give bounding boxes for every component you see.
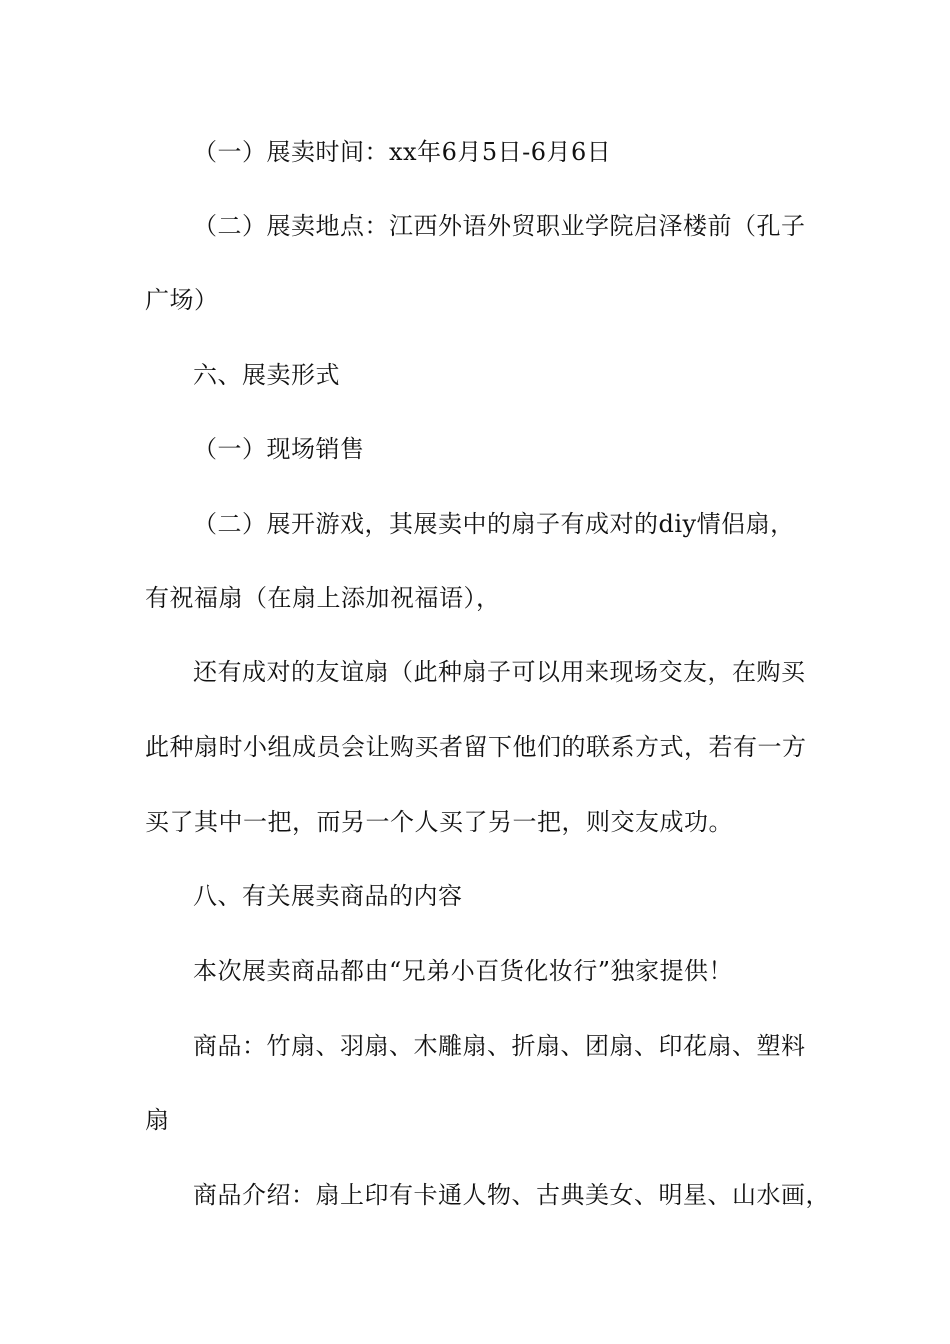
text-line: 扇: [145, 1106, 170, 1134]
text-line: 买了其中一把，而另一个人买了另一把，则交友成功。: [145, 808, 733, 836]
section-heading: 六、展卖形式: [193, 361, 340, 389]
text-line: 商品介绍：扇上印有卡通人物、古典美女、明星、山水画，: [193, 1181, 830, 1209]
text-line: （二）展开游戏，其展卖中的扇子有成对的diy情侣扇，: [193, 510, 795, 538]
section-heading: 八、有关展卖商品的内容: [193, 882, 463, 910]
text-line: 本次展卖商品都由“兄弟小百货化妆行”独家提供！: [193, 957, 734, 985]
text-line: 广场）: [145, 286, 219, 314]
text-line: （一）现场销售: [193, 435, 365, 463]
text-line: 有祝福扇（在扇上添加祝福语），: [145, 584, 501, 612]
text-line: （一）展卖时间：xx年6月5日-6月6日: [193, 138, 612, 166]
text-line: （二）展卖地点：江西外语外贸职业学院启泽楼前（孔子: [193, 212, 806, 240]
text-line: 还有成对的友谊扇（此种扇子可以用来现场交友，在购买: [193, 658, 806, 686]
text-line: 商品：竹扇、羽扇、木雕扇、折扇、团扇、印花扇、塑料: [193, 1032, 806, 1060]
text-line: 此种扇时小组成员会让购买者留下他们的联系方式，若有一方: [145, 733, 807, 761]
